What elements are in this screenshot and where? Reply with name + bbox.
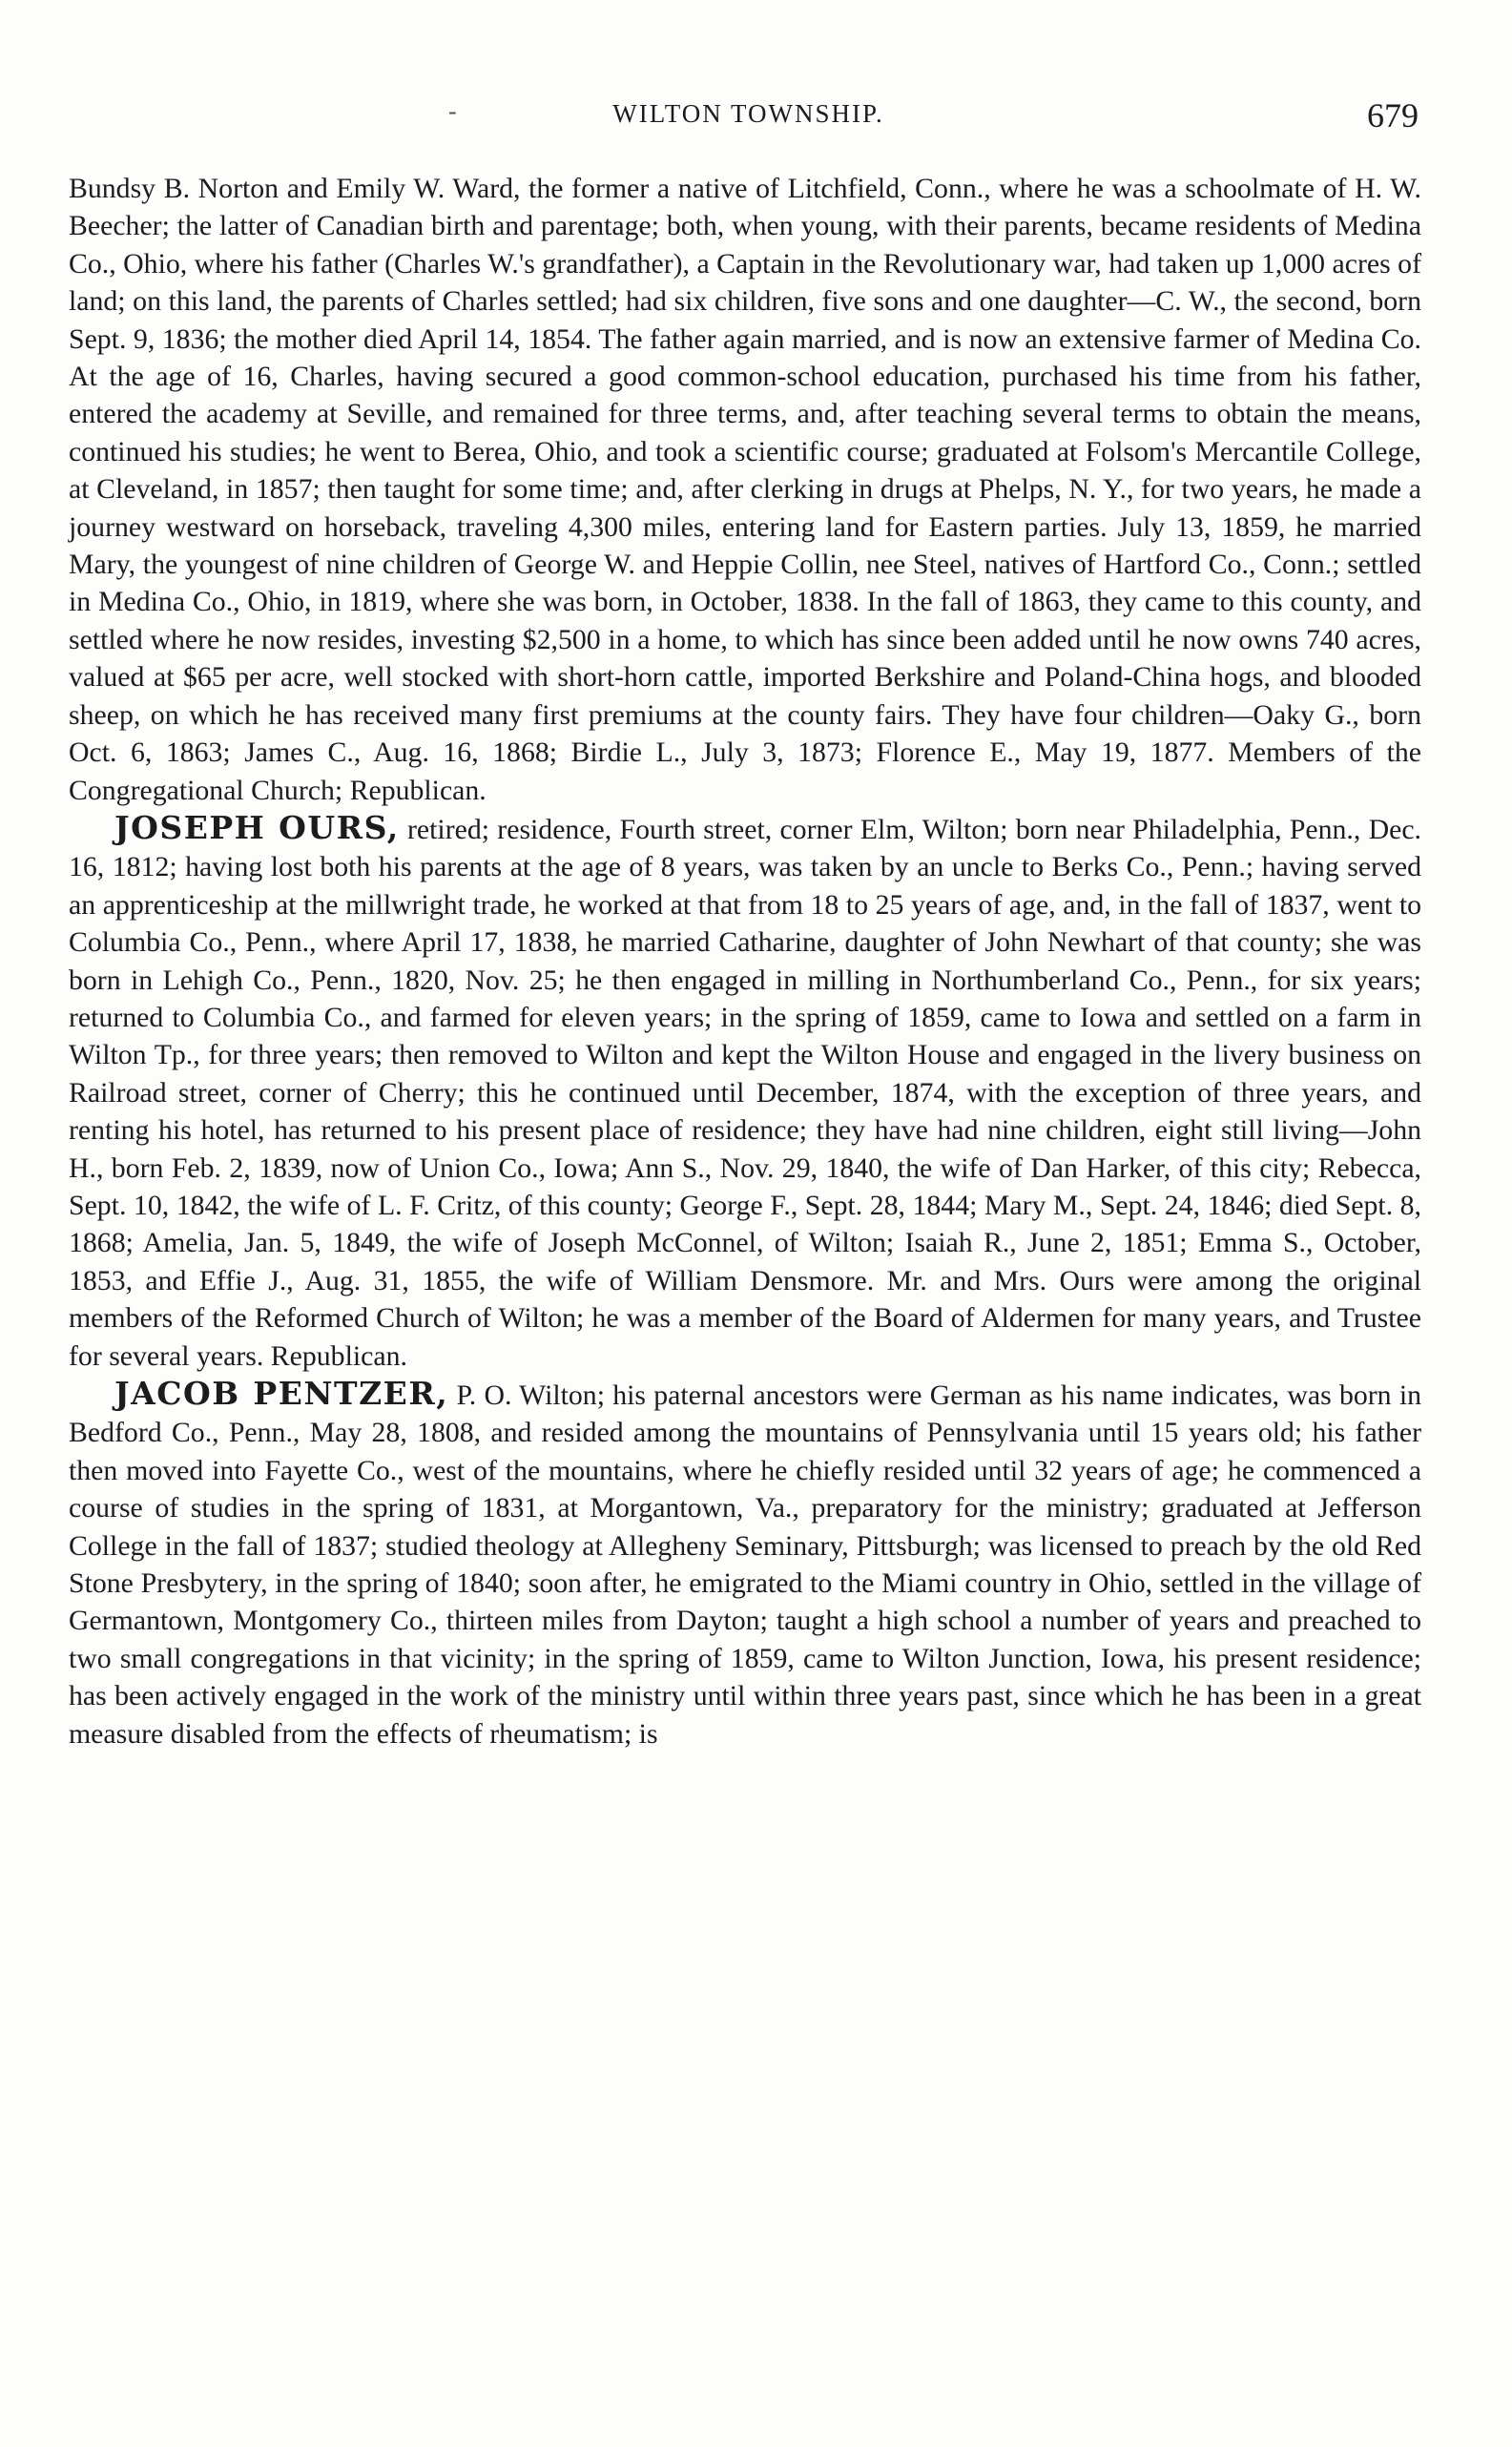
entry-name: JACOB PENTZER, [114,1375,449,1412]
paragraph-text: retired; residence, Fourth street, corner Elm, Wilton; born near Philadelphia, Penn., Dec. 16, 1812; having lost both his parents at the age of 8 years, was taken by an uncle to Berks Co., Penn.; having served an apprenticeship at the millwright trade, he worked at that from 18 to 25 years of age, and, in the fall of 1837, went to Columbia Co., Penn., where April 17, 1838, he married Catharine, daughter of John Newhart of that county; she was born in Lehigh Co., Penn., 1820, Nov. 25; he then engaged in milling in Northumberland Co., Penn., for six years; returned to Columbia Co., and farmed for eleven years; in the spring of 1859, came to Iowa and settled on a farm in Wilton Tp., for three years; then removed to Wilton and kept the Wilton House and engaged in the livery business on Railroad street, corner of Cherry; this he continued until December, 1874, with the exception of three years, and renting his hotel, has returned to his present place of residence; they have had nine children, eight still living—John H., born Feb. 2, 1839, now of Union Co., Iowa; Ann S., Nov. 29, 1840, the wife of Dan Harker, of this city; Rebecca, Sept. 10, 1842, the wife of L. F. Critz, of this county; George F., Sept. 28, 1844; Mary M., Sept. 24, 1846; died Sept. 8, 1868; Amelia, Jan. 5, 1849, the wife of Joseph McConnel, of Wilton; Isaiah R., June 2, 1851; Emma S., October, 1853, and Effie J., Aug. 31, 1855, the wife of William Densmore. Mr. and Mrs. Ours were among the original members of the Reformed Church of Wilton; he was a member of the Board of Aldermen for many years, and Trustee for several years. Republican. [69,813,1421,1372]
biography-entry-pentzer [69,1375,1421,1752]
page-title: WILTON TOWNSHIP. [612,99,884,128]
running-header [69,95,1428,137]
continued-paragraph [69,170,1421,809]
page-body [69,170,1421,1752]
entry-name: JOSEPH OURS, [114,808,400,846]
biography-entry-ours [69,809,1421,1375]
paragraph-text: Bundsy B. Norton and Emily W. Ward, the former a native of Litchfield, Conn., where he was a schoolmate of H. W. Beecher; the latter of Canadian birth and parentage; both, when young, with their parents, became residents of Medina Co., Ohio, where his father (Charles W.'s grandfather), a Captain in the Revolutionary war, had taken up 1,000 acres of land; on this land, the parents of Charles settled; had six children, five sons and one daughter—C. W., the second, born Sept. 9, 1836; the mother died April 14, 1854. The father again married, and is now an extensive farmer of Medina Co. At the age of 16, Charles, having secured a good common-school education, purchased his time from his father, entered the academy at Seville, and remained for three terms, and, after teaching several terms to obtain the means, continued his studies; he went to Berea, Ohio, and took a scientific course; graduated at Folsom's Mercantile College, at Cleveland, in 1857; then taught for some time; and, after clerking in drugs at Phelps, N. Y., for two years, he made a journey westward on horseback, traveling 4,300 miles, entering land for Eastern parties. July 13, 1859, he married Mary, the youngest of nine children of George W. and Heppie Collin, nee Steel, natives of Hartford Co., Conn.; settled in Medina Co., Ohio, in 1819, where she was born, in October, 1838. In the fall of 1863, they came to this county, and settled where he now resides, investing $2,500 in a home, to which has since been added until he now owns 740 acres, valued at $65 per acre, well stocked with short-horn cattle, imported Berkshire and Poland-China hogs, and blooded sheep, on which he has received many first premiums at the county fairs. They have four children—Oaky G., born Oct. 6, 1863; James C., Aug. 16, 1868; Birdie L., July 3, 1873; Florence E., May 19, 1877. Members of the Congregational Church; Republican. [69,173,1421,806]
header-dash: - [448,97,457,125]
page-number: 679 [1367,96,1419,135]
paragraph-text: P. O. Wilton; his paternal ancestors were German as his name indicates, was born in Bedford Co., Penn., May 28, 1808, and resided among the mountains of Pennsylvania until 15 years old; his father then moved into Fayette Co., west of the mountains, where he chiefly resided until 32 years of age; he commenced a course of studies in the spring of 1831, at Morgantown, Va., preparatory for the ministry; graduated at Jefferson College in the fall of 1837; studied theology at Allegheny Seminary, Pittsburgh; was licensed to preach by the old Red Stone Presbytery, in the spring of 1840; soon after, he emigrated to the Miami country in Ohio, settled in the village of Germantown, Montgomery Co., thirteen miles from Dayton; taught a high school a number of years and preached to two small congregations in that vicinity; in the spring of 1859, came to Wilton Junction, Iowa, his present residence; has been actively engaged in the work of the ministry until within three years past, since which he has been in a great measure disabled from the effects of rheumatism; is [69,1379,1421,1750]
